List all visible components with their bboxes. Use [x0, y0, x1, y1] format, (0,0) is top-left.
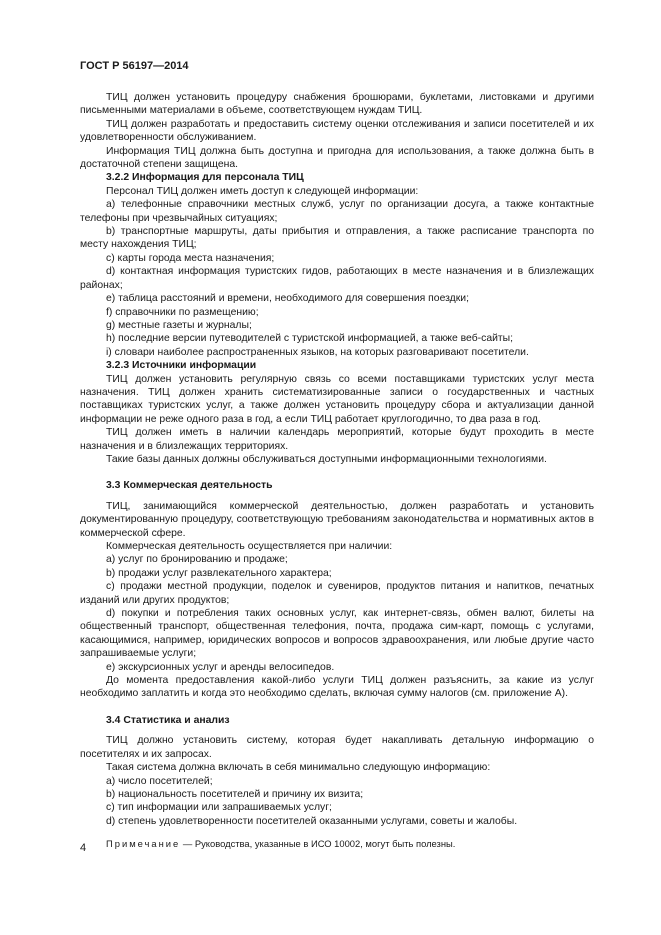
paragraph: Коммерческая деятельность осуществляется при наличии:: [106, 541, 393, 552]
list-item: d) контактная информация туристских гидов, работающих в месте назначения и в близлежащих районах;: [80, 266, 594, 291]
note: [80, 837, 594, 850]
section-heading-3-2-2: 3.2.2 Информация для персонала ТИЦ: [106, 172, 304, 184]
list-item: c) продажи местной продукции, поделок и сувениров, продуктов питания и напитков, печатных изданий или других продуктов;: [80, 581, 594, 606]
paragraph: Такие базы данных должны обслуживаться доступными информационными технологиями.: [106, 453, 547, 465]
note-text: — Руководства, указанные в ИСО 10002, могут быть полезны.: [180, 838, 456, 850]
list-item: e) экскурсионных услуг и аренды велосипедов.: [106, 661, 335, 673]
paragraph: ТИЦ должен иметь в наличии календарь мероприятий, которые будут проходить в месте назначения и в близлежащих территориях.: [80, 427, 594, 452]
section-heading-3-4: 3.4 Статистика и анализ: [106, 714, 230, 726]
list-item: i) словари наиболее распространенных языков, на которых разговаривают посетители.: [106, 346, 529, 358]
section-heading-3-2-3: 3.2.3 Источники информации: [106, 360, 257, 372]
list-item: b) национальность посетителей и причину их визита;: [106, 788, 364, 800]
list-item: b) транспортные маршруты, даты прибытия и отправления, а также расписание транспорта по месту нахождения ТИЦ;: [80, 226, 594, 251]
list-item: d) степень удовлетворенности посетителей оказанными услугами, советы и жалобы.: [106, 815, 518, 827]
list-item: a) услуг по бронированию и продаже;: [106, 554, 288, 566]
paragraph: ТИЦ должно установить систему, которая будет накапливать детальную информацию о посетителях и их запросах.: [80, 735, 594, 760]
paragraph: ТИЦ, занимающийся коммерческой деятельностью, должен разработать и установить документированную процедуру, соответствующую требованиям законодательства и нормативных актов в коммерческой сфере.: [80, 500, 594, 539]
list-item: a) телефонные справочники местных служб, услуг по организации досуга, а также контактные телефоны при чрезвычайных ситуациях;: [80, 199, 594, 224]
list-item: h) последние версии путеводителей с туристской информацией, а также веб-сайты;: [106, 333, 514, 345]
paragraph: ТИЦ должен установить процедуру снабжения брошюрами, буклетами, листовками и другими письменными материалами в объеме, соответствующем нуждам ТИЦ.: [80, 92, 594, 117]
document-header: ГОСТ Р 56197—2014: [80, 60, 189, 72]
note-label: Примечание: [106, 838, 181, 850]
list-item: c) карты города места назначения;: [106, 252, 275, 264]
document-body: [80, 91, 594, 860]
section-heading-3-3: 3.3 Коммерческая деятельность: [106, 480, 273, 492]
paragraph: Такая система должна включать в себя минимально следующую информацию:: [106, 762, 491, 774]
list-item: f) справочники по размещению;: [106, 306, 259, 318]
list-item: g) местные газеты и журналы;: [106, 319, 252, 331]
list-item: e) таблица расстояний и времени, необходимого для совершения поездки;: [106, 293, 469, 305]
paragraph: ТИЦ должен установить регулярную связь со всеми поставщиками туристских услуг места назначения. ТИЦ должен хранить систематизированные записи о государственных и частных поставщиках туристских услуг, а также должен установить процедуру сбора и актуализации данной информации не реже одного раза в год, а если ТИЦ работает круглогодично, то два раза в год.: [80, 373, 594, 425]
page-number: 4: [80, 842, 87, 854]
paragraph: Персонал ТИЦ должен иметь доступ к следующей информации:: [106, 185, 419, 197]
list-item: a) число посетителей;: [106, 775, 213, 787]
list-item: d) покупки и потребления таких основных услуг, как интернет-связь, обмен валют, билеты на общественный транспорт, общественная телефония, почта, продажа сим-карт, помощь с услугами, касающимися, например, юридических вопросов и вопросов здравоохранения, или любые другие часто запрашиваемые услуги;: [80, 608, 594, 660]
paragraph: Информация ТИЦ должна быть доступна и пригодна для использования, а также должна быть в достаточной степени защищена.: [80, 145, 594, 171]
list-item: b) продажи услуг развлекательного характера;: [106, 567, 332, 579]
paragraph: До момента предоставления какой-либо услуги ТИЦ должен разъяснить, за какие из услуг необходимо заплатить и когда это необходимо сделать, включая сумму налогов (см. приложение А).: [80, 675, 594, 700]
list-item: c) тип информации или запрашиваемых услуг;: [106, 802, 332, 814]
paragraph: ТИЦ должен разработать и предоставить систему оценки отслеживания и записи посетителей и их удовлетворенности обслуживанием.: [80, 118, 594, 144]
